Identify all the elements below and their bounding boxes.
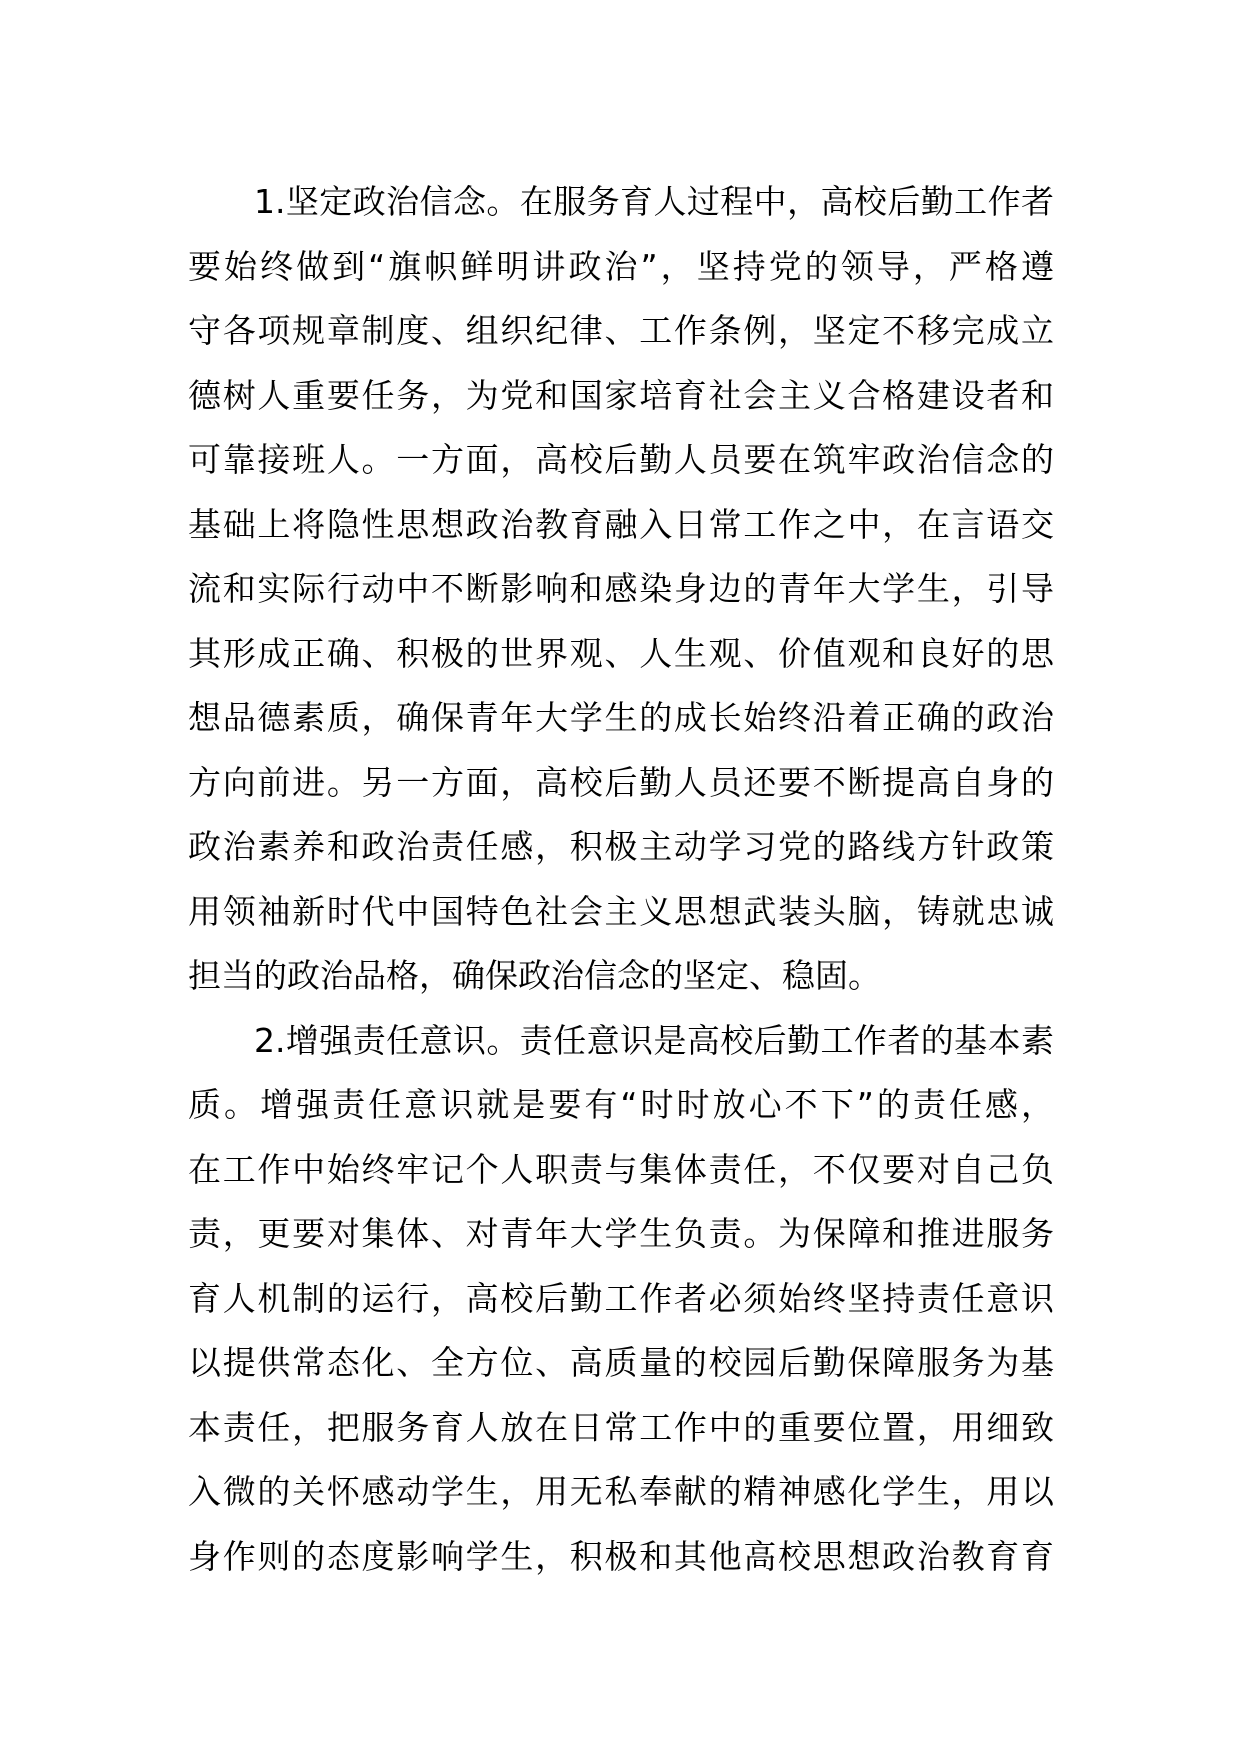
- paragraph-1-line-5: 可靠接班人。一方面，高校后勤人员要在筑牢政治信念的: [188, 440, 1054, 479]
- paragraph-1-line-13: 担当的政治品格，确保政治信念的坚定、稳固。: [188, 956, 881, 995]
- paragraph-2-line-8: 入微的关怀感动学生，用无私奉献的精神感化学生，用以: [188, 1472, 1054, 1511]
- paragraph-1-line-6: 基础上将隐性思想政治教育融入日常工作之中，在言语交: [188, 504, 1054, 544]
- paragraph-1-line-11: 政治素养和政治责任感，积极主动学习党的路线方针政策: [188, 827, 1054, 866]
- paragraph-1-line-1: 1.坚定政治信念。在服务育人过程中，高校后勤工作者: [254, 182, 1054, 221]
- paragraph-1-line-10: 方向前进。另一方面，高校后勤人员还要不断提高自身的: [188, 762, 1054, 802]
- paragraph-2-line-6: 以提供常态化、全方位、高质量的校园后勤保障服务为基: [188, 1343, 1054, 1382]
- paragraph-2-line-7: 本责任，把服务育人放在日常工作中的重要位置，用细致: [188, 1407, 1054, 1447]
- body-text: [188, 170, 1054, 1589]
- paragraph-1-line-9: 想品德素质，确保青年大学生的成长始终沿着正确的政治: [188, 698, 1054, 737]
- paragraph-2-line-1: 2.增强责任意识。责任意识是高校后勤工作者的基本素: [254, 1020, 1054, 1060]
- paragraph-2-line-3: 在工作中始终牢记个人职责与集体责任，不仅要对自己负: [188, 1149, 1054, 1189]
- paragraph-1-line-8: 其形成正确、积极的世界观、人生观、价值观和良好的思: [188, 633, 1054, 673]
- paragraph-1-line-2: 要始终做到“旗帜鲜明讲政治”，坚持党的领导，严格遵: [188, 246, 1054, 286]
- paragraph-1-line-12: 用领袖新时代中国特色社会主义思想武装头脑，铸就忠诚: [188, 891, 1054, 931]
- paragraph-2-line-4: 责，更要对集体、对青年大学生负责。为保障和推进服务: [188, 1214, 1054, 1253]
- paragraph-1-line-7: 流和实际行动中不断影响和感染身边的青年大学生，引导: [188, 569, 1054, 608]
- paragraph-2-line-9: 身作则的态度影响学生，积极和其他高校思想政治教育育: [188, 1536, 1054, 1576]
- paragraph-1-line-3: 守各项规章制度、组织纪律、工作条例，坚定不移完成立: [188, 311, 1054, 350]
- paragraph-2-line-2: 质。增强责任意识就是要有“时时放心不下”的责任感，: [188, 1085, 1054, 1124]
- paragraph-1-line-4: 德树人重要任务，为党和国家培育社会主义合格建设者和: [188, 375, 1054, 415]
- paragraph-2-line-5: 育人机制的运行，高校后勤工作者必须始终坚持责任意识: [188, 1278, 1054, 1318]
